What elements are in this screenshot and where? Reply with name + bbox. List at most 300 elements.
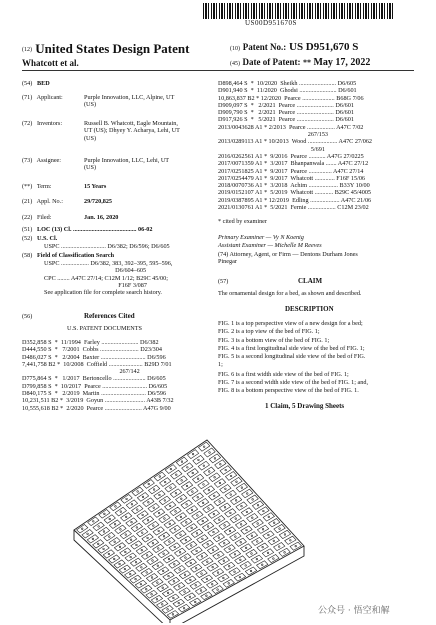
reference-row: D917,926 S * 5/2021 Pearce ........................ D6/601: [218, 116, 354, 124]
grid-cell: [158, 550, 169, 558]
figure-description: FIG. 8 is a bottom perspective view of the bed of FIG. 1.: [218, 387, 359, 395]
appl-no-text: 29/720,825: [84, 198, 113, 205]
grid-cell-center: [219, 501, 221, 503]
grid-cell: [176, 476, 187, 485]
grid-cell: [174, 548, 185, 556]
grid-cell: [242, 489, 253, 498]
reference-row: D898,464 S * 10/2020 Sheikh ........................ D6/605: [218, 80, 357, 87]
figure-description: FIG. 4 is a first longitudinal side view of the bed of FIG. 1;: [218, 344, 365, 352]
grid-cell: [187, 469, 198, 478]
grid-cell-center: [146, 572, 148, 574]
reference-row: D909,790 S * 2/2021 Pearce ........................ D6/601: [218, 109, 354, 117]
grid-cell-center: [257, 504, 259, 506]
grid-cell: [230, 496, 241, 505]
biblio-71: (71) Applicant:: [22, 94, 63, 101]
grid-cell-center: [153, 489, 155, 491]
biblio-72: (72) Inventors:: [22, 120, 63, 127]
grid-cell-center: [197, 496, 199, 498]
reference-row: 2016/0262561 A1 * 9/2016 Pearce ........... A47G 27/0225: [218, 152, 364, 160]
grid-cell-center: [175, 474, 177, 476]
grid-cell-center: [257, 523, 259, 525]
grid-cell: [162, 589, 173, 597]
grid-cell-center: [273, 522, 275, 524]
biblio-21: (21) Appl. No.:: [22, 198, 63, 205]
grid-cell: [185, 576, 196, 584]
grid-cell: [220, 466, 231, 475]
grid-cell-center: [184, 591, 186, 593]
grid-cell: [181, 500, 192, 509]
grid-cell-center: [201, 556, 203, 558]
grid-cell: [136, 563, 147, 571]
grid-cell-center: [178, 586, 180, 588]
grid-cell: [240, 544, 251, 552]
grid-cell-center: [230, 512, 232, 514]
grid-cell-center: [218, 537, 220, 539]
grid-cell-center: [202, 538, 204, 540]
grid-cell: [153, 544, 164, 552]
references-code: (56): [22, 313, 33, 320]
grid-cell: [234, 573, 245, 581]
grid-cell-center: [159, 494, 161, 496]
grid-cell: [219, 539, 230, 547]
grid-cell-center: [235, 500, 237, 502]
grid-cell-center: [163, 553, 165, 555]
grid-cell: [236, 483, 247, 492]
reference-row: 10,863,837 B2 * 12/2020 Pearce ..................... B68G 7/06: [218, 94, 364, 102]
grid-cell-center: [195, 584, 197, 586]
grid-cell: [268, 519, 279, 527]
grid-cell-center: [152, 560, 154, 562]
grid-cell-center: [207, 543, 209, 545]
primary-examiner: Primary Examiner — Vy N Koenig: [218, 234, 304, 241]
grid-cell-center: [141, 567, 143, 569]
grid-cell: [219, 521, 230, 529]
grid-cell-center: [136, 544, 138, 546]
grid-cell: [245, 567, 256, 575]
grid-cell: [214, 479, 225, 488]
reference-row: D909,097 S * 2/2021 Pearce ........................ D6/601: [218, 101, 354, 109]
barcode: [203, 3, 393, 19]
grid-cell-center: [173, 580, 175, 582]
grid-cell-center: [130, 556, 132, 558]
grid-cell: [213, 551, 224, 559]
figure-description: FIG. 1 is a top perspective view of a new design for a bed;: [218, 320, 363, 327]
grid-cell: [125, 536, 136, 544]
grid-cell: [131, 523, 142, 531]
grid-cell-center: [120, 529, 122, 531]
grid-cell: [119, 565, 130, 573]
grid-cell-center: [170, 468, 172, 470]
grid-cell-center: [256, 541, 258, 543]
grid-cell: [141, 568, 152, 576]
grid-cell: [204, 448, 215, 457]
grid-cell: [187, 450, 198, 459]
grid-cell: [121, 495, 132, 504]
grid-cell: [209, 454, 220, 463]
grid-cell-center: [178, 602, 180, 604]
grid-cell-center: [153, 507, 155, 509]
grid-cell-center: [103, 548, 105, 550]
grid-cell: [158, 532, 169, 540]
biblio-58: (58) Field of Classification Search: [22, 252, 115, 259]
reference-row: 5/691: [218, 145, 325, 153]
claim-title: CLAIM: [298, 277, 323, 285]
grid-cell: [146, 590, 157, 598]
grid-cell-center: [212, 549, 214, 551]
grid-cell: [252, 537, 263, 545]
grid-cell-center: [173, 597, 175, 599]
grid-cell: [184, 593, 195, 601]
grid-cell-center: [185, 522, 187, 524]
grid-cell: [203, 504, 214, 513]
grid-cell: [165, 465, 176, 474]
claim-code: (57): [218, 278, 229, 285]
grid-cell: [169, 560, 180, 568]
grid-cell: [137, 511, 148, 520]
grid-cell-center: [245, 565, 247, 567]
grid-cell-center: [262, 528, 264, 530]
grid-cell: [151, 595, 162, 603]
reference-row: 2013/0043628 A1 * 2/2013 Pearce .................. A47C 7/02: [218, 123, 364, 131]
grid-cell-center: [198, 459, 200, 461]
grid-cell-center: [174, 563, 176, 565]
grid-cell: [251, 555, 262, 563]
grid-cell-center: [169, 541, 171, 543]
grid-cell: [214, 516, 225, 524]
grid-cell-center: [87, 533, 89, 535]
grid-cell: [170, 489, 181, 498]
grid-cell-center: [190, 545, 192, 547]
grid-cell-center: [181, 461, 183, 463]
grid-cell: [225, 472, 236, 481]
grid-cell-center: [190, 579, 192, 581]
grid-cell: [147, 556, 158, 564]
grid-cell-center: [284, 534, 286, 536]
grid-cell: [130, 575, 141, 583]
grid-cell: [153, 509, 164, 518]
grid-cell-center: [223, 560, 225, 562]
grid-cell-center: [273, 558, 275, 560]
grid-cell: [136, 546, 147, 554]
reference-row: 7,441,758 B2 * 10/2008 Coffield ...................... B29D 7/01: [22, 360, 172, 368]
grid-cell: [179, 588, 190, 596]
grid-cell-center: [214, 476, 216, 478]
grid-cell-center: [203, 446, 205, 448]
grid-cell: [235, 520, 246, 528]
grid-cell-center: [207, 561, 209, 563]
grid-cell: [201, 575, 212, 583]
grid-cell-center: [114, 541, 116, 543]
grid-cell: [132, 505, 143, 514]
grid-cell-center: [195, 567, 197, 569]
patent-no-label: Patent No.:: [242, 42, 287, 52]
figure-description: FIG. 7 is a second width side view of the bed of FIG. 1; and,: [218, 379, 369, 387]
grid-cell: [146, 574, 157, 582]
grid-cell-center: [213, 531, 215, 533]
grid-cell: [182, 463, 193, 472]
grid-cell-center: [148, 501, 150, 503]
grid-cell-center: [200, 590, 202, 592]
grid-cell-center: [213, 495, 215, 497]
grid-cell-center: [120, 511, 122, 513]
grid-cell-center: [136, 509, 138, 511]
grid-cell: [126, 518, 137, 527]
grid-cell: [165, 502, 176, 511]
grid-cell-center: [180, 534, 182, 536]
grid-cell: [197, 499, 208, 508]
grid-cell: [220, 484, 231, 493]
grid-cell-center: [218, 519, 220, 521]
grid-cell-center: [225, 488, 227, 490]
grid-cell: [197, 535, 208, 543]
grid-cell: [198, 442, 209, 451]
biblio-54: (54) BED: [22, 80, 50, 87]
claims-count: 1 Claim, 5 Drawing Sheets: [265, 402, 345, 410]
grid-cell: [168, 594, 179, 602]
grid-cell-center: [141, 549, 143, 551]
grid-cell-center: [290, 540, 292, 542]
grid-cell-center: [191, 509, 193, 511]
grid-cell-center: [192, 491, 194, 493]
grid-cell-center: [251, 553, 253, 555]
grid-cell-center: [252, 499, 254, 501]
grid-cell: [202, 522, 213, 530]
grid-cell: [163, 572, 174, 580]
figure-description: FIG. 3 is a bottom view of the bed of FIG. 1;: [218, 336, 330, 344]
grid-cell-center: [191, 527, 193, 529]
inid-code: (45): [230, 61, 240, 67]
grid-cell: [152, 562, 163, 570]
grid-cell-center: [148, 483, 150, 485]
grid-cell-center: [157, 582, 159, 584]
grid-cell: [157, 584, 168, 592]
grid-cell: [125, 570, 136, 578]
grid-cell-center: [203, 465, 205, 467]
grid-cell: [246, 532, 257, 540]
grid-cell-center: [202, 520, 204, 522]
grid-cell: [175, 513, 186, 522]
grid-cell: [186, 524, 197, 532]
reference-row: 10,555,618 B2 * 2/2020 Pearce ........................ A47G 9/00: [22, 404, 171, 412]
grid-cell: [148, 485, 159, 494]
grid-cell: [241, 508, 252, 516]
grid-cell-center: [174, 546, 176, 548]
grid-cell: [192, 474, 203, 483]
filed-text: Jan. 16, 2020: [84, 214, 119, 221]
grid-cell-center: [157, 565, 159, 567]
grid-cell-center: [179, 551, 181, 553]
grid-cell-center: [190, 562, 192, 564]
reference-row: 2013/0289113 A1 * 10/2013 Wood ................... A47C 27/062: [218, 138, 373, 146]
biblio-73: (73) Assignee:: [22, 157, 62, 164]
grid-cell-center: [214, 458, 216, 460]
grid-cell-center: [142, 496, 144, 498]
grid-cell-center: [219, 482, 221, 484]
grid-cell-center: [185, 557, 187, 559]
grid-cell: [202, 558, 213, 566]
grid-cell-center: [262, 546, 264, 548]
grid-cell: [258, 507, 269, 515]
bed-perspective-drawing: [22, 358, 414, 623]
field-search-text: USPC .................. D6/382, 383, 392–395, 595–596, D6/604–605 CPC ........ A47C 27/14; C12M 1/12; B29C 45/00; F16F 3/087 See application file for complete search history.: [44, 260, 173, 297]
grid-cell: [290, 542, 301, 550]
grid-cell-center: [181, 480, 183, 482]
grid-cell: [142, 534, 153, 542]
reference-row: D799,858 S * 10/2017 Pearce ............................. D6/605: [22, 382, 168, 390]
reference-row: D444,550 S * 7/2001 Cobbs ......................... D23/304: [22, 346, 162, 354]
grid-cell: [208, 528, 219, 536]
grid-cell-center: [189, 596, 191, 598]
grid-cell-center: [145, 588, 147, 590]
grid-cell: [236, 502, 247, 511]
patent-number: US D951,670 S: [289, 41, 359, 53]
biblio-51: (51) LOC (13) Cl. ......................................... 06-02: [22, 226, 153, 233]
grid-cell-center: [217, 589, 219, 591]
grid-cell-center: [131, 521, 133, 523]
reference-row: 10,231,511 B2 * 3/2019 Goyun .......................... A43B 7/32: [22, 397, 174, 405]
grid-cell: [209, 491, 220, 500]
grid-cell: [229, 568, 240, 576]
grid-cell: [163, 555, 174, 563]
grid-cell-center: [163, 535, 165, 537]
grid-cell-center: [246, 529, 248, 531]
grid-cell-center: [230, 475, 232, 477]
grid-cell-center: [267, 552, 269, 554]
grid-cell-center: [151, 593, 153, 595]
grid-cell: [214, 497, 225, 506]
claim-text: The ornamental design for a bed, as shown and described.: [218, 290, 362, 297]
grid-cell-center: [201, 573, 203, 575]
grid-cell-center: [129, 573, 131, 575]
date-label: Date of Patent:: [242, 57, 301, 67]
grid-cell: [212, 569, 223, 577]
grid-cell-center: [109, 518, 111, 520]
reference-row: 267/142: [22, 368, 140, 376]
grid-cell-center: [115, 506, 117, 508]
grid-cell-center: [125, 534, 127, 536]
reference-row: 2017/0071359 A1 * 3/2017 Bhanpanwala ....... A47C 27/12: [218, 160, 369, 168]
grid-cell-center: [228, 565, 230, 567]
grid-cell: [195, 587, 206, 595]
grid-cell: [223, 579, 234, 587]
grid-cell-center: [208, 471, 210, 473]
grid-cell-center: [126, 498, 128, 500]
bed-top-outline: [74, 440, 304, 620]
grid-cell: [167, 611, 178, 619]
grid-cell-center: [229, 530, 231, 532]
grid-cell-center: [196, 533, 198, 535]
grid-cell: [263, 513, 274, 521]
patent-date: May 17, 2022: [313, 57, 371, 68]
grid-cell: [180, 554, 191, 562]
grid-cell: [225, 509, 236, 517]
grid-cell: [179, 571, 190, 579]
grid-cell-center: [228, 583, 230, 585]
grid-cell-center: [169, 505, 171, 507]
grid-cell: [176, 457, 187, 466]
grid-cell-center: [295, 545, 297, 547]
grid-cell: [192, 511, 203, 519]
grid-cell-center: [180, 498, 182, 500]
grid-cell-center: [125, 551, 127, 553]
grid-cell-center: [159, 476, 161, 478]
grid-cell-center: [187, 467, 189, 469]
publication-number: US00D951670S: [245, 19, 297, 27]
grid-cell-center: [273, 540, 275, 542]
grid-cell-center: [161, 604, 163, 606]
grid-cell-center: [152, 542, 154, 544]
grid-cell-center: [164, 481, 166, 483]
grid-cell-center: [212, 566, 214, 568]
figure-description: FIG. 6 is a first width side view of the bed of FIG. 1;: [218, 370, 349, 378]
grid-cell-center: [170, 487, 172, 489]
header-divider: [22, 70, 414, 71]
grid-cell-center: [113, 558, 115, 560]
grid-cell-center: [108, 553, 110, 555]
grid-cell: [154, 472, 165, 481]
grid-cell-center: [246, 511, 248, 513]
grid-cell-center: [168, 558, 170, 560]
watermark: 公众号 · 悟空和解: [318, 606, 390, 616]
grid-cell: [285, 536, 296, 544]
biblio-52: (52) U.S. Cl.: [22, 235, 58, 242]
reference-row: 267/153: [218, 131, 329, 139]
grid-cell-center: [194, 601, 196, 603]
references-list-right: [218, 80, 414, 211]
grid-cell-center: [81, 528, 83, 530]
grid-cell-center: [261, 564, 263, 566]
grid-cell: [148, 521, 159, 529]
grid-cell: [168, 577, 179, 585]
grid-cell-center: [175, 511, 177, 513]
grid-cell-center: [151, 577, 153, 579]
grid-cell-center: [137, 491, 139, 493]
grid-cell-center: [268, 534, 270, 536]
grid-cell: [174, 565, 185, 573]
grid-cell: [218, 574, 229, 582]
uspc-text: USPC ............................. D6/382; D6/596; D6/605: [44, 243, 170, 250]
grid-cell-center: [92, 521, 94, 523]
grid-cell: [141, 551, 152, 559]
references-title: References Cited: [84, 312, 135, 320]
grid-cell-center: [263, 510, 265, 512]
grid-cell-center: [239, 576, 241, 578]
grid-cell: [219, 503, 230, 512]
grid-cell: [181, 482, 192, 491]
grid-cell-center: [130, 539, 132, 541]
grid-cell-center: [235, 536, 237, 538]
grid-cell: [143, 480, 154, 489]
grid-cell: [230, 532, 241, 540]
grid-cell: [252, 501, 263, 510]
grid-cell-center: [131, 503, 133, 505]
grid-cell: [162, 606, 173, 614]
grid-cell: [132, 487, 143, 496]
grid-cell-center: [197, 515, 199, 517]
grid-cell-center: [235, 518, 237, 520]
grid-cell-center: [208, 508, 210, 510]
grid-cell: [197, 517, 208, 525]
grid-cell-center: [240, 559, 242, 561]
grid-cell: [165, 483, 176, 492]
grid-cell: [224, 527, 235, 535]
grid-cell: [209, 473, 220, 482]
grid-cell: [203, 486, 214, 495]
grid-cell: [230, 514, 241, 522]
grid-cell-center: [278, 546, 280, 548]
reference-row: D901,940 S * 11/2020 Ghodsi ........................ D6/601: [218, 87, 357, 95]
bed-grid: [77, 442, 302, 618]
